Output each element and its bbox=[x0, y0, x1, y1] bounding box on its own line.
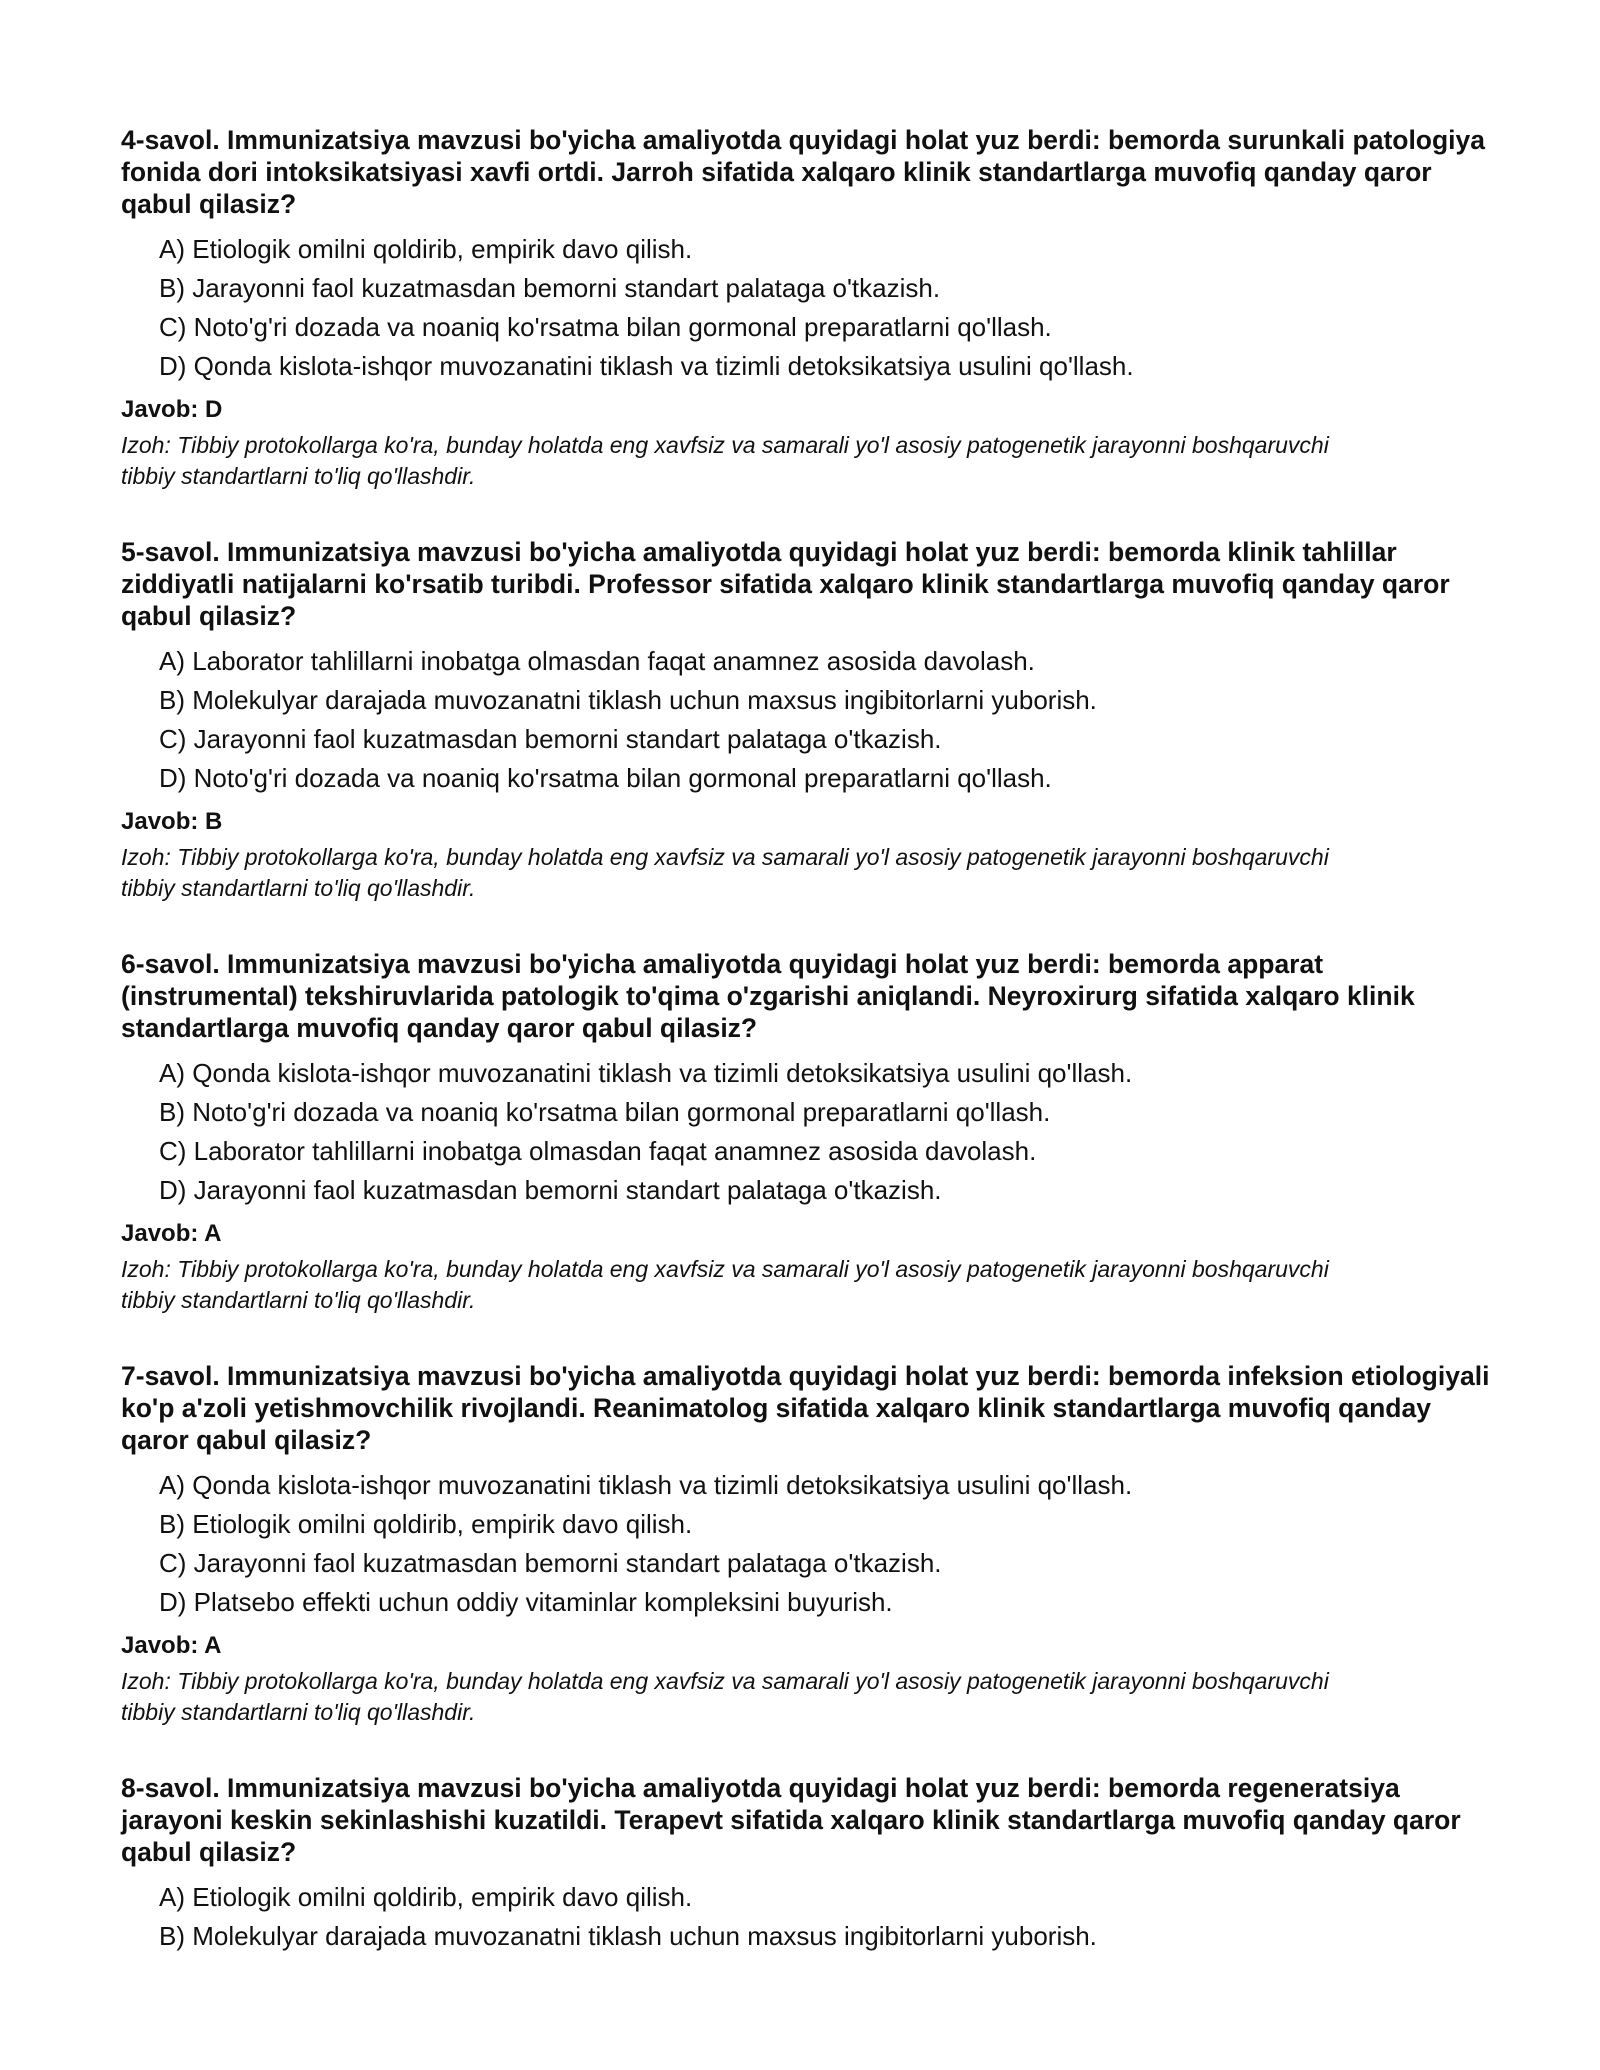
answer-label: Javob: B bbox=[121, 808, 223, 835]
options-list bbox=[121, 642, 1491, 798]
option-b: B) Etiologik omilni qoldirib, empirik davo qilish. bbox=[159, 1509, 693, 1539]
option-d: D) Noto'g'ri dozada va noaniq ko'rsatma bilan gormonal preparatlarni qo'llash. bbox=[159, 763, 1052, 793]
option-d: D) Qonda kislota-ishqor muvozanatini tiklash va tizimli detoksikatsiya usulini qo'llash. bbox=[159, 351, 1134, 381]
question-title: 5-savol. Immunizatsiya mavzusi bo'yicha amaliyotda quyidagi holat yuz berdi: bemorda klinik tahlillar ziddiyatli natijalarni ko'rsatib turibdi. Professor sifatida xalqaro klinik standartlarga muvofiq qanday qaror qabul qilasiz? bbox=[121, 537, 1450, 631]
option-c: C) Noto'g'ri dozada va noaniq ko'rsatma bilan gormonal preparatlarni qo'llash. bbox=[159, 312, 1052, 342]
option-d: D) Platsebo effekti uchun oddiy vitaminlar kompleksini buyurish. bbox=[159, 1587, 893, 1617]
option-a: A) Laborator tahlillarni inobatga olmasdan faqat anamnez asosida davolash. bbox=[159, 646, 1035, 676]
question-5 bbox=[121, 536, 1491, 904]
document-page bbox=[121, 124, 1491, 2000]
explanation-note: Izoh: Tibbiy protokollarga ko'ra, bunday holatda eng xavfsiz va samarali yo'l asosiy patogenetik jarayonni boshqaruvchi tibbiy standartlarni to'liq qo'llashdir. bbox=[121, 1256, 1329, 1313]
explanation-note: Izoh: Tibbiy protokollarga ko'ra, bunday holatda eng xavfsiz va samarali yo'l asosiy patogenetik jarayonni boshqaruvchi tibbiy standartlarni to'liq qo'llashdir. bbox=[121, 844, 1329, 901]
question-title: 8-savol. Immunizatsiya mavzusi bo'yicha amaliyotda quyidagi holat yuz berdi: bemorda regeneratsiya jarayoni keskin sekinlashishi kuzatildi. Terapevt sifatida xalqaro klinik standartlarga muvofiq qanday qaror qabul qilasiz? bbox=[121, 1773, 1461, 1867]
question-8 bbox=[121, 1772, 1491, 1956]
question-4 bbox=[121, 124, 1491, 492]
option-a: A) Qonda kislota-ishqor muvozanatini tiklash va tizimli detoksikatsiya usulini qo'llash. bbox=[159, 1470, 1133, 1500]
option-c: C) Jarayonni faol kuzatmasdan bemorni standart palataga o'tkazish. bbox=[159, 1548, 942, 1578]
explanation-note: Izoh: Tibbiy protokollarga ko'ra, bunday holatda eng xavfsiz va samarali yo'l asosiy patogenetik jarayonni boshqaruvchi tibbiy standartlarni to'liq qo'llashdir. bbox=[121, 1668, 1329, 1725]
option-d: D) Jarayonni faol kuzatmasdan bemorni standart palataga o'tkazish. bbox=[159, 1175, 942, 1205]
option-b: B) Noto'g'ri dozada va noaniq ko'rsatma bilan gormonal preparatlarni qo'llash. bbox=[159, 1097, 1051, 1127]
question-title: 7-savol. Immunizatsiya mavzusi bo'yicha amaliyotda quyidagi holat yuz berdi: bemorda infeksion etiologiyali ko'p a'zoli yetishmovchilik rivojlandi. Reanimatolog sifatida xalqaro klinik standartlarga muvofiq qanday qaror qabul qilasiz? bbox=[121, 1361, 1490, 1455]
question-7 bbox=[121, 1360, 1491, 1728]
answer-label: Javob: A bbox=[121, 1632, 222, 1659]
option-b: B) Molekulyar darajada muvozanatni tiklash uchun maxsus ingibitorlarni yuborish. bbox=[159, 685, 1097, 715]
option-c: C) Jarayonni faol kuzatmasdan bemorni standart palataga o'tkazish. bbox=[159, 724, 942, 754]
answer-label: Javob: A bbox=[121, 1220, 222, 1247]
options-list bbox=[121, 1878, 1491, 1956]
option-b: B) Molekulyar darajada muvozanatni tiklash uchun maxsus ingibitorlarni yuborish. bbox=[159, 1921, 1097, 1951]
options-list bbox=[121, 1054, 1491, 1210]
option-a: A) Etiologik omilni qoldirib, empirik davo qilish. bbox=[159, 1882, 693, 1912]
question-6 bbox=[121, 948, 1491, 1316]
answer-label: Javob: D bbox=[121, 396, 223, 423]
question-title: 4-savol. Immunizatsiya mavzusi bo'yicha amaliyotda quyidagi holat yuz berdi: bemorda surunkali patologiya fonida dori intoksikatsiyasi xavfi ortdi. Jarroh sifatida xalqaro klinik standartlarga muvofiq qanday qaror qabul qilasiz? bbox=[121, 125, 1486, 219]
options-list bbox=[121, 1466, 1491, 1622]
option-b: B) Jarayonni faol kuzatmasdan bemorni standart palataga o'tkazish. bbox=[159, 273, 941, 303]
option-a: A) Etiologik omilni qoldirib, empirik davo qilish. bbox=[159, 234, 693, 264]
option-a: A) Qonda kislota-ishqor muvozanatini tiklash va tizimli detoksikatsiya usulini qo'llash. bbox=[159, 1058, 1133, 1088]
explanation-note: Izoh: Tibbiy protokollarga ko'ra, bunday holatda eng xavfsiz va samarali yo'l asosiy patogenetik jarayonni boshqaruvchi tibbiy standartlarni to'liq qo'llashdir. bbox=[121, 432, 1329, 489]
option-c: C) Laborator tahlillarni inobatga olmasdan faqat anamnez asosida davolash. bbox=[159, 1136, 1037, 1166]
question-title: 6-savol. Immunizatsiya mavzusi bo'yicha amaliyotda quyidagi holat yuz berdi: bemorda apparat (instrumental) tekshiruvlarida patologik to'qima o'zgarishi aniqlandi. Neyroxirurg sifatida xalqaro klinik standartlarga muvofiq qanday qaror qabul qilasiz? bbox=[121, 949, 1415, 1043]
options-list bbox=[121, 230, 1491, 386]
